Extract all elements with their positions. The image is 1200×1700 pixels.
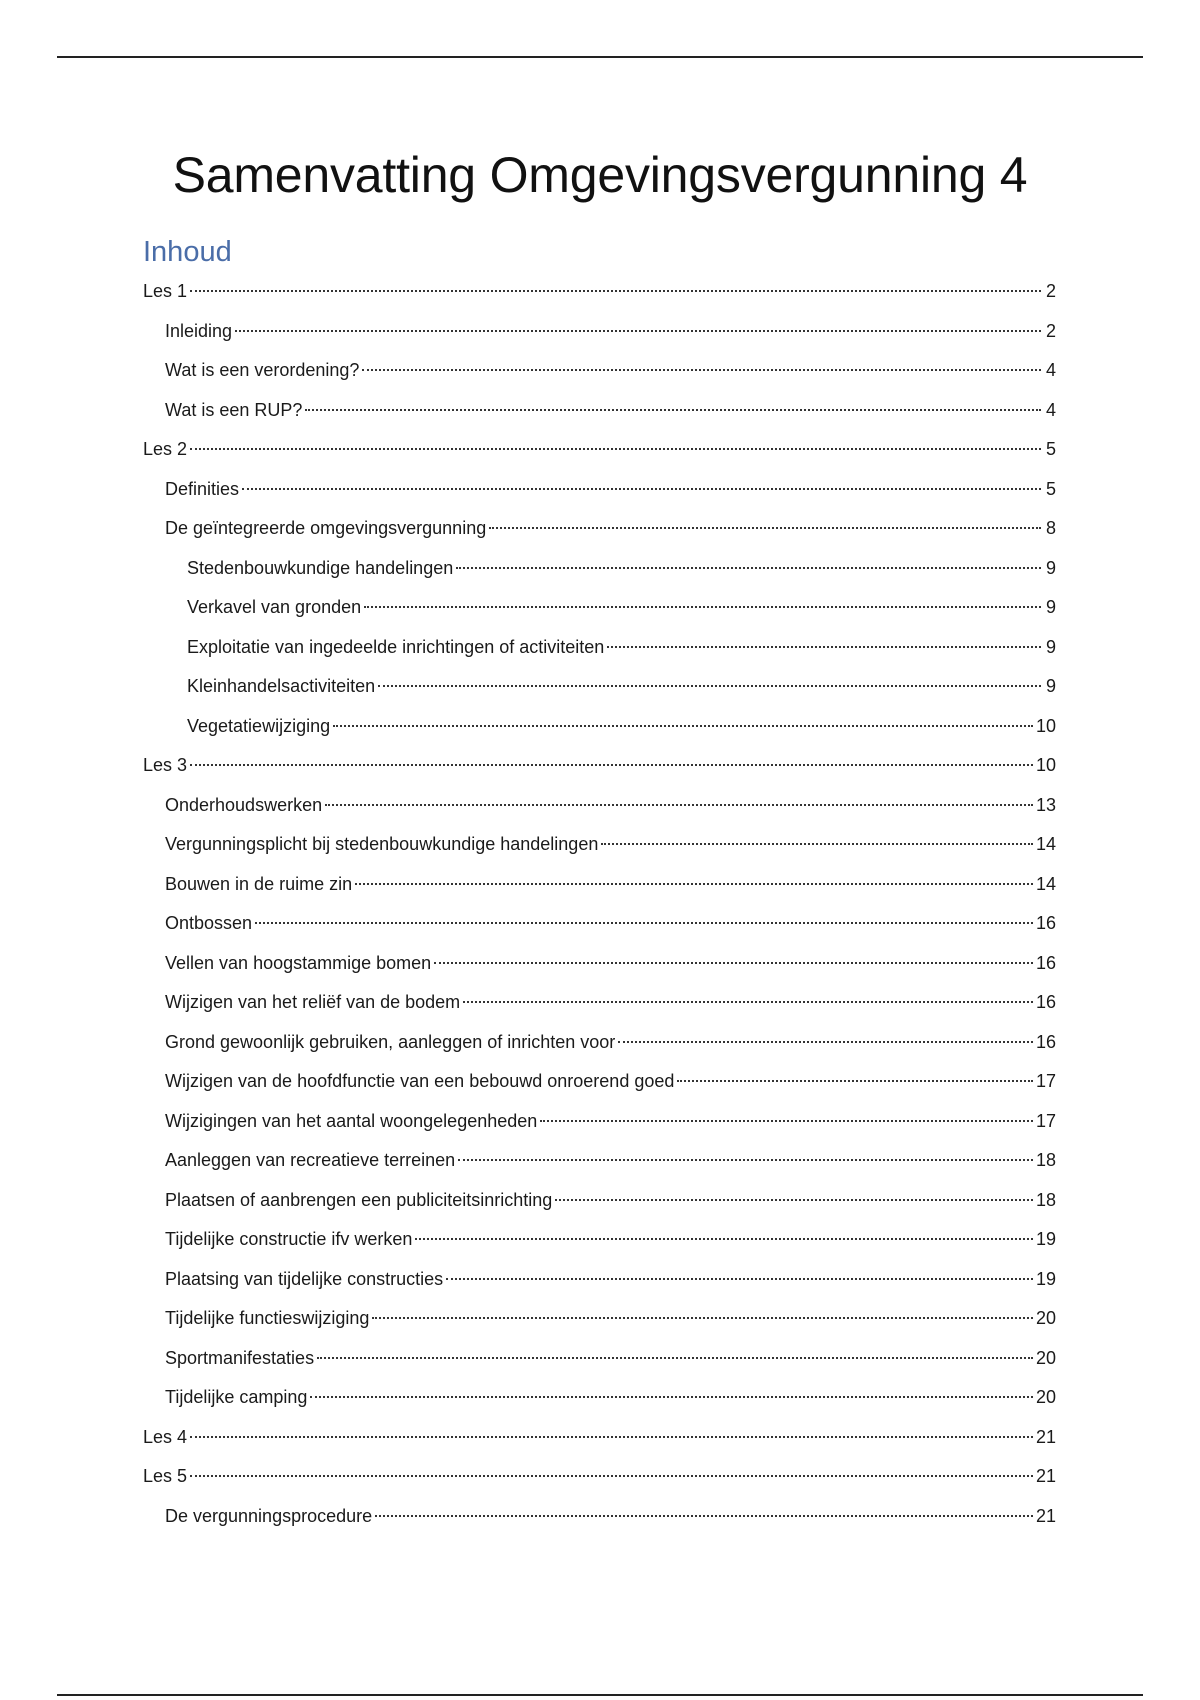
- toc-entry[interactable]: [143, 628, 1056, 668]
- toc-dot-leader: [446, 1278, 1033, 1280]
- toc-entry-page-number: 9: [1045, 597, 1056, 617]
- toc-entry[interactable]: [143, 1418, 1056, 1458]
- toc-dot-leader: [607, 646, 1041, 648]
- toc-entry-label: Ontbossen: [165, 913, 253, 933]
- toc-dot-leader: [415, 1238, 1033, 1240]
- toc-entry-label: Tijdelijke camping: [165, 1387, 308, 1407]
- toc-entry[interactable]: [143, 312, 1056, 352]
- toc-entry[interactable]: [143, 746, 1056, 786]
- toc-entry-label: Les 2: [143, 439, 188, 459]
- toc-entry[interactable]: [143, 904, 1056, 944]
- toc-entry-page-number: 13: [1035, 794, 1056, 815]
- toc-entry[interactable]: [143, 825, 1056, 865]
- toc-entry[interactable]: [143, 667, 1056, 707]
- toc-entry-label: Definities: [165, 478, 240, 499]
- toc-dot-leader: [333, 725, 1033, 727]
- toc-dot-leader: [458, 1159, 1033, 1161]
- document-title: Samenvatting Omgevingsvergunning 4: [172, 147, 1028, 203]
- toc-dot-leader: [190, 290, 1041, 292]
- toc-dot-leader: [317, 1357, 1033, 1359]
- toc-dot-leader: [378, 685, 1041, 687]
- toc-entry-label: Kleinhandelsactiviteiten: [187, 676, 376, 696]
- toc-entry[interactable]: [143, 509, 1056, 549]
- toc-dot-leader: [456, 567, 1041, 569]
- toc-entry[interactable]: [143, 351, 1056, 391]
- toc-entry-page-number: 20: [1035, 1308, 1056, 1328]
- toc-entry-page-number: 9: [1045, 636, 1056, 657]
- toc-entry[interactable]: [143, 786, 1056, 826]
- toc-entry-page-number: 16: [1035, 913, 1056, 933]
- toc-dot-leader: [375, 1515, 1033, 1517]
- toc-entry-page-number: 5: [1045, 439, 1056, 459]
- toc-entry-label: Exploitatie van ingedeelde inrichtingen of activiteiten: [187, 636, 605, 657]
- toc-entry-page-number: 10: [1035, 715, 1056, 736]
- toc-entry-page-number: 2: [1045, 281, 1056, 301]
- toc-entry-label: Les 4: [143, 1426, 188, 1447]
- toc-entry-label: Les 1: [143, 281, 188, 301]
- toc-entry[interactable]: [143, 272, 1056, 312]
- toc-entry-label: Bouwen in de ruime zin: [165, 873, 353, 894]
- toc-entry-label: Tijdelijke functieswijziging: [165, 1308, 370, 1328]
- toc-entry[interactable]: [143, 1457, 1056, 1497]
- toc-entry-label: Verkavel van gronden: [187, 597, 362, 617]
- toc-dot-leader: [618, 1041, 1033, 1043]
- toc-entry-page-number: 19: [1035, 1268, 1056, 1289]
- toc-dot-leader: [190, 448, 1041, 450]
- toc-dot-leader: [255, 922, 1033, 924]
- toc-entry-label: Plaatsen of aanbrengen een publiciteitsinrichting: [165, 1189, 553, 1210]
- toc-entry[interactable]: [143, 470, 1056, 510]
- toc-entry-label: Vegetatiewijziging: [187, 715, 331, 736]
- toc-dot-leader: [235, 330, 1041, 332]
- toc-entry-page-number: 4: [1045, 399, 1056, 420]
- table-of-contents: [143, 272, 1056, 1536]
- toc-entry-page-number: 18: [1035, 1150, 1056, 1170]
- toc-dot-leader: [310, 1396, 1033, 1398]
- toc-dot-leader: [305, 409, 1041, 411]
- toc-entry[interactable]: [143, 1497, 1056, 1537]
- toc-dot-leader: [555, 1199, 1033, 1201]
- toc-entry[interactable]: [143, 944, 1056, 984]
- toc-entry[interactable]: [143, 1339, 1056, 1379]
- toc-entry-page-number: 21: [1035, 1466, 1056, 1486]
- toc-entry-page-number: 14: [1035, 873, 1056, 894]
- toc-dot-leader: [242, 488, 1041, 490]
- toc-entry[interactable]: [143, 1378, 1056, 1418]
- toc-entry-label: Wat is een verordening?: [165, 360, 360, 380]
- toc-dot-leader: [325, 804, 1033, 806]
- toc-entry-page-number: 17: [1035, 1071, 1056, 1091]
- toc-dot-leader: [463, 1001, 1033, 1003]
- toc-entry-label: Plaatsing van tijdelijke constructies: [165, 1268, 444, 1289]
- toc-entry-page-number: 16: [1035, 992, 1056, 1012]
- toc-dot-leader: [372, 1317, 1033, 1319]
- toc-entry-page-number: 9: [1045, 557, 1056, 578]
- toc-entry-label: Wijzigen van het reliëf van de bodem: [165, 992, 461, 1012]
- toc-entry-label: Vergunningsplicht bij stedenbouwkundige handelingen: [165, 834, 599, 854]
- toc-entry-label: Stedenbouwkundige handelingen: [187, 557, 454, 578]
- toc-entry-label: Wijzigingen van het aantal woongelegenheden: [165, 1110, 538, 1131]
- toc-entry-page-number: 9: [1045, 676, 1056, 696]
- toc-entry-page-number: 4: [1045, 360, 1056, 380]
- toc-entry[interactable]: [143, 1220, 1056, 1260]
- toc-entry-page-number: 18: [1035, 1189, 1056, 1210]
- toc-entry-label: De geïntegreerde omgevingsvergunning: [165, 518, 487, 538]
- header-rule: [57, 56, 1143, 58]
- toc-dot-leader: [190, 1436, 1033, 1438]
- toc-entry[interactable]: [143, 1102, 1056, 1142]
- toc-entry[interactable]: [143, 391, 1056, 431]
- toc-entry-label: Vellen van hoogstammige bomen: [165, 952, 432, 973]
- toc-entry-label: Les 5: [143, 1466, 188, 1486]
- toc-entry-page-number: 21: [1035, 1426, 1056, 1447]
- toc-dot-leader: [677, 1080, 1033, 1082]
- toc-entry-page-number: 2: [1045, 320, 1056, 341]
- toc-entry-page-number: 10: [1035, 755, 1056, 775]
- toc-entry-page-number: 19: [1035, 1229, 1056, 1249]
- toc-entry-page-number: 8: [1045, 518, 1056, 538]
- toc-dot-leader: [362, 369, 1041, 371]
- toc-entry[interactable]: [143, 983, 1056, 1023]
- toc-entry[interactable]: [143, 430, 1056, 470]
- toc-entry[interactable]: [143, 1260, 1056, 1300]
- toc-entry-label: Les 3: [143, 755, 188, 775]
- toc-entry[interactable]: [143, 707, 1056, 747]
- toc-entry-page-number: 20: [1035, 1347, 1056, 1368]
- toc-dot-leader: [434, 962, 1033, 964]
- toc-dot-leader: [601, 843, 1033, 845]
- toc-entry-label: Grond gewoonlijk gebruiken, aanleggen of inrichten voor: [165, 1031, 616, 1052]
- toc-entry-label: Wijzigen van de hoofdfunctie van een bebouwd onroerend goed: [165, 1071, 675, 1091]
- toc-entry[interactable]: [143, 1141, 1056, 1181]
- toc-heading: Inhoud: [143, 236, 232, 268]
- toc-entry[interactable]: [143, 1181, 1056, 1221]
- footer-rule: [57, 1694, 1143, 1696]
- toc-entry-label: Onderhoudswerken: [165, 794, 323, 815]
- toc-dot-leader: [190, 1475, 1033, 1477]
- toc-entry-label: Sportmanifestaties: [165, 1347, 315, 1368]
- toc-entry[interactable]: [143, 1062, 1056, 1102]
- toc-entry-label: De vergunningsprocedure: [165, 1505, 373, 1526]
- toc-entry-page-number: 14: [1035, 834, 1056, 854]
- toc-entry-label: Aanleggen van recreatieve terreinen: [165, 1150, 456, 1170]
- toc-entry-page-number: 17: [1035, 1110, 1056, 1131]
- toc-entry[interactable]: [143, 1023, 1056, 1063]
- toc-entry[interactable]: [143, 865, 1056, 905]
- toc-entry[interactable]: [143, 549, 1056, 589]
- toc-dot-leader: [355, 883, 1033, 885]
- toc-entry-label: Inleiding: [165, 320, 233, 341]
- toc-entry-page-number: 21: [1035, 1505, 1056, 1526]
- toc-entry[interactable]: [143, 1299, 1056, 1339]
- toc-dot-leader: [364, 606, 1041, 608]
- toc-entry-label: Wat is een RUP?: [165, 399, 303, 420]
- toc-entry-page-number: 16: [1035, 1031, 1056, 1052]
- toc-entry-page-number: 20: [1035, 1387, 1056, 1407]
- toc-entry-page-number: 5: [1045, 478, 1056, 499]
- toc-dot-leader: [540, 1120, 1033, 1122]
- toc-entry-page-number: 16: [1035, 952, 1056, 973]
- toc-entry[interactable]: [143, 588, 1056, 628]
- toc-dot-leader: [489, 527, 1041, 529]
- toc-dot-leader: [190, 764, 1033, 766]
- toc-entry-label: Tijdelijke constructie ifv werken: [165, 1229, 413, 1249]
